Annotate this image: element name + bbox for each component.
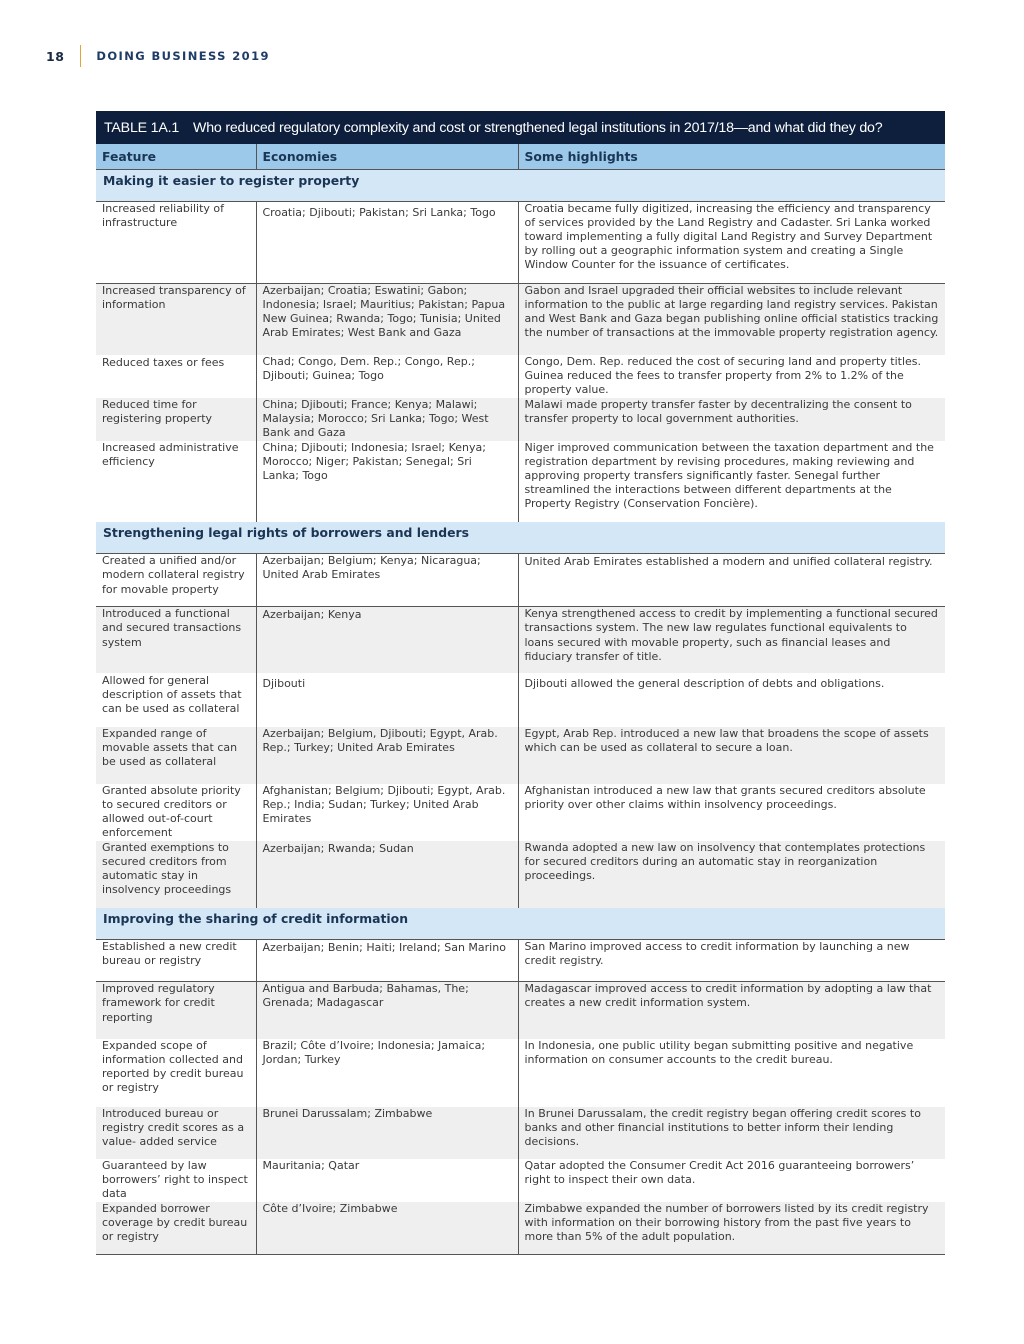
highlight-cell: Afghanistan introduced a new law that grants secured creditors absolute priority over other claims within insolvency proceedings. bbox=[518, 784, 945, 841]
feature-cell: Guaranteed by law borrowers’ right to inspect data bbox=[102, 1158, 248, 1201]
section-header-row bbox=[96, 522, 945, 554]
feature-cell: Reduced taxes or fees bbox=[102, 356, 225, 369]
section-header-row bbox=[96, 908, 945, 940]
feature-cell: Introduced a functional and secured transactions system bbox=[96, 607, 256, 673]
table-row bbox=[96, 1039, 945, 1107]
column-header-economies: Economies bbox=[256, 144, 518, 169]
highlight-cell: Gabon and Israel upgraded their official websites to include relevant information to the public at large regarding land registry services. Pakistan and West Bank and Gaza began publishing online official statistics tracking the number of transactions at the immovable property registration agency. bbox=[518, 283, 945, 355]
highlight-cell: In Indonesia, one public utility began submitting positive and negative information on consumer accounts to the credit bureau. bbox=[518, 1039, 945, 1107]
economies-cell: Croatia; Djibouti; Pakistan; Sri Lanka; Togo bbox=[256, 201, 518, 283]
highlight-cell: San Marino improved access to credit information by launching a new credit registry. bbox=[518, 940, 945, 982]
table-number: TABLE 1A.1 bbox=[104, 119, 180, 136]
table-row bbox=[96, 841, 945, 908]
table-row bbox=[96, 283, 945, 355]
table-row bbox=[96, 940, 945, 982]
table-row bbox=[96, 784, 945, 841]
highlight-cell: Djibouti allowed the general description of debts and obligations. bbox=[518, 673, 945, 727]
column-header-row bbox=[96, 144, 945, 169]
highlight-cell: Congo, Dem. Rep. reduced the cost of securing land and property titles. Guinea reduced the fees to transfer property from 2% to 1.2% of the property value. bbox=[518, 355, 945, 398]
table-row bbox=[96, 398, 945, 441]
table-row bbox=[96, 441, 945, 522]
highlight-cell: Kenya strengthened access to credit by implementing a functional secured transactions system. The new law regulates functional equivalents to loans secured with movable property, such as financial leases and fiduciary transfer of title. bbox=[518, 607, 945, 673]
feature-cell: Granted absolute priority to secured creditors or allowed out-of-court enforcement bbox=[102, 783, 241, 840]
table-row bbox=[96, 673, 945, 727]
publication-title: DOING BUSINESS 2019 bbox=[96, 49, 270, 63]
economies-cell: Azerbaijan; Belgium, Djibouti; Egypt, Arab. Rep.; Turkey; United Arab Emirates bbox=[256, 727, 518, 784]
feature-cell: Introduced bureau or registry credit scores as a value- added service bbox=[96, 1107, 256, 1159]
economies-cell: Antigua and Barbuda; Bahamas, The; Grenada; Madagascar bbox=[256, 982, 518, 1039]
feature-cell: Reduced time for registering property bbox=[96, 398, 256, 441]
table-row bbox=[96, 982, 945, 1039]
section-header-row bbox=[96, 169, 945, 201]
highlight-cell: Zimbabwe expanded the number of borrowers listed by its credit registry with information on their borrowing history from the past five years to more than 5% of the adult population. bbox=[518, 1202, 945, 1255]
header-divider bbox=[80, 45, 81, 67]
economies-cell: Chad; Congo, Dem. Rep.; Congo, Rep.; Djibouti; Guinea; Togo bbox=[256, 355, 518, 398]
feature-cell: Created a unified and/or modern collateral registry for movable property bbox=[96, 554, 256, 607]
highlight-cell: Qatar adopted the Consumer Credit Act 2016 guaranteeing borrowers’ right to inspect their own data. bbox=[518, 1159, 945, 1202]
highlight-cell: Croatia became fully digitized, increasing the efficiency and transparency of services provided by the Land Registry and Cadaster. Sri Lanka worked toward implementing a fully digital Land Registry and Survey Department by rolling out a geographic information system and creating a Single Window Counter for the issuance of certificates. bbox=[518, 201, 945, 283]
feature-cell: Established a new credit bureau or registry bbox=[96, 940, 256, 982]
highlight-cell: Malawi made property transfer faster by decentralizing the consent to transfer property to local government authorities. bbox=[518, 398, 945, 441]
feature-cell: Increased transparency of information bbox=[96, 283, 256, 355]
feature-cell: Allowed for general description of assets that can be used as collateral bbox=[102, 673, 242, 716]
table-row bbox=[96, 201, 945, 283]
economies-cell: Brunei Darussalam; Zimbabwe bbox=[256, 1107, 518, 1159]
table-title: Who reduced regulatory complexity and cost or strengthened legal institutions in 2017/18—and what did they do? bbox=[193, 119, 883, 136]
table-row bbox=[96, 1202, 945, 1255]
highlight-cell: In Brunei Darussalam, the credit registry began offering credit scores to banks and other financial institutions to better inform their lending decisions. bbox=[518, 1107, 945, 1159]
table-row bbox=[96, 1159, 945, 1202]
economies-cell: Côte d’Ivoire; Zimbabwe bbox=[256, 1202, 518, 1255]
economies-cell: Azerbaijan; Benin; Haiti; Ireland; San Marino bbox=[256, 940, 518, 982]
economies-cell: Mauritania; Qatar bbox=[256, 1159, 518, 1202]
table-title-bar bbox=[96, 111, 945, 144]
highlight-cell: Niger improved communication between the taxation department and the registration department by revising procedures, making reviewing and approving property transfers significantly faster. Senegal further streamlined the interactions between different departments at the Property Registry (Conservation Foncière). bbox=[518, 441, 945, 522]
feature-cell: Expanded borrower coverage by credit bureau or registry bbox=[96, 1202, 256, 1255]
economies-cell: Azerbaijan; Croatia; Eswatini; Gabon; Indonesia; Israel; Mauritius; Pakistan; Papua New Guinea; Rwanda; Togo; Tunisia; United Arab Emirates; West Bank and Gaza bbox=[256, 283, 518, 355]
highlight-cell: Rwanda adopted a new law on insolvency that contemplates protections for secured creditors during an automatic stay in reorganization proceedings. bbox=[518, 841, 945, 908]
economies-cell: Afghanistan; Belgium; Djibouti; Egypt, Arab. Rep.; India; Sudan; Turkey; United Arab Emirates bbox=[256, 784, 518, 841]
table-row bbox=[96, 1107, 945, 1159]
column-header-highlights: Some highlights bbox=[518, 144, 945, 169]
column-header-feature: Feature bbox=[96, 144, 256, 169]
feature-cell: Increased reliability of infrastructure bbox=[102, 201, 225, 229]
feature-cell: Improved regulatory framework for credit reporting bbox=[96, 982, 256, 1039]
highlight-cell: Madagascar improved access to credit information by adopting a law that creates a new credit information system. bbox=[518, 982, 945, 1039]
feature-cell: Granted exemptions to secured creditors from automatic stay in insolvency proceedings bbox=[96, 841, 256, 908]
economies-cell: Djibouti bbox=[256, 673, 518, 727]
table-row bbox=[96, 727, 945, 784]
economies-cell: Brazil; Côte d’Ivoire; Indonesia; Jamaica; Jordan; Turkey bbox=[256, 1039, 518, 1107]
economies-cell: Azerbaijan; Belgium; Kenya; Nicaragua; United Arab Emirates bbox=[256, 554, 518, 607]
section-title: Making it easier to register property bbox=[96, 169, 945, 201]
section-title: Improving the sharing of credit information bbox=[96, 908, 945, 940]
economies-cell: Azerbaijan; Rwanda; Sudan bbox=[256, 841, 518, 908]
table-row bbox=[96, 607, 945, 673]
economies-cell: China; Djibouti; Indonesia; Israel; Kenya; Morocco; Niger; Pakistan; Senegal; Sri Lanka; Togo bbox=[256, 441, 518, 522]
feature-cell: Expanded scope of information collected and reported by credit bureau or registry bbox=[102, 1038, 244, 1095]
page-number: 18 bbox=[46, 48, 65, 64]
table-body bbox=[96, 144, 945, 1255]
table-row bbox=[96, 355, 945, 398]
feature-cell: Expanded range of movable assets that can be used as collateral bbox=[96, 727, 256, 784]
economies-cell: Azerbaijan; Kenya bbox=[256, 607, 518, 673]
table-row bbox=[96, 554, 945, 607]
running-head bbox=[46, 48, 270, 64]
highlight-cell: United Arab Emirates established a modern and unified collateral registry. bbox=[518, 554, 945, 607]
highlight-cell: Egypt, Arab Rep. introduced a new law that broadens the scope of assets which can be used as collateral to secure a loan. bbox=[518, 727, 945, 784]
reforms-table bbox=[96, 111, 945, 1255]
economies-cell: China; Djibouti; France; Kenya; Malawi; Malaysia; Morocco; Sri Lanka; Togo; West Bank and Gaza bbox=[256, 398, 518, 441]
feature-cell: Increased administrative efficiency bbox=[102, 440, 239, 468]
section-title: Strengthening legal rights of borrowers and lenders bbox=[96, 522, 945, 554]
